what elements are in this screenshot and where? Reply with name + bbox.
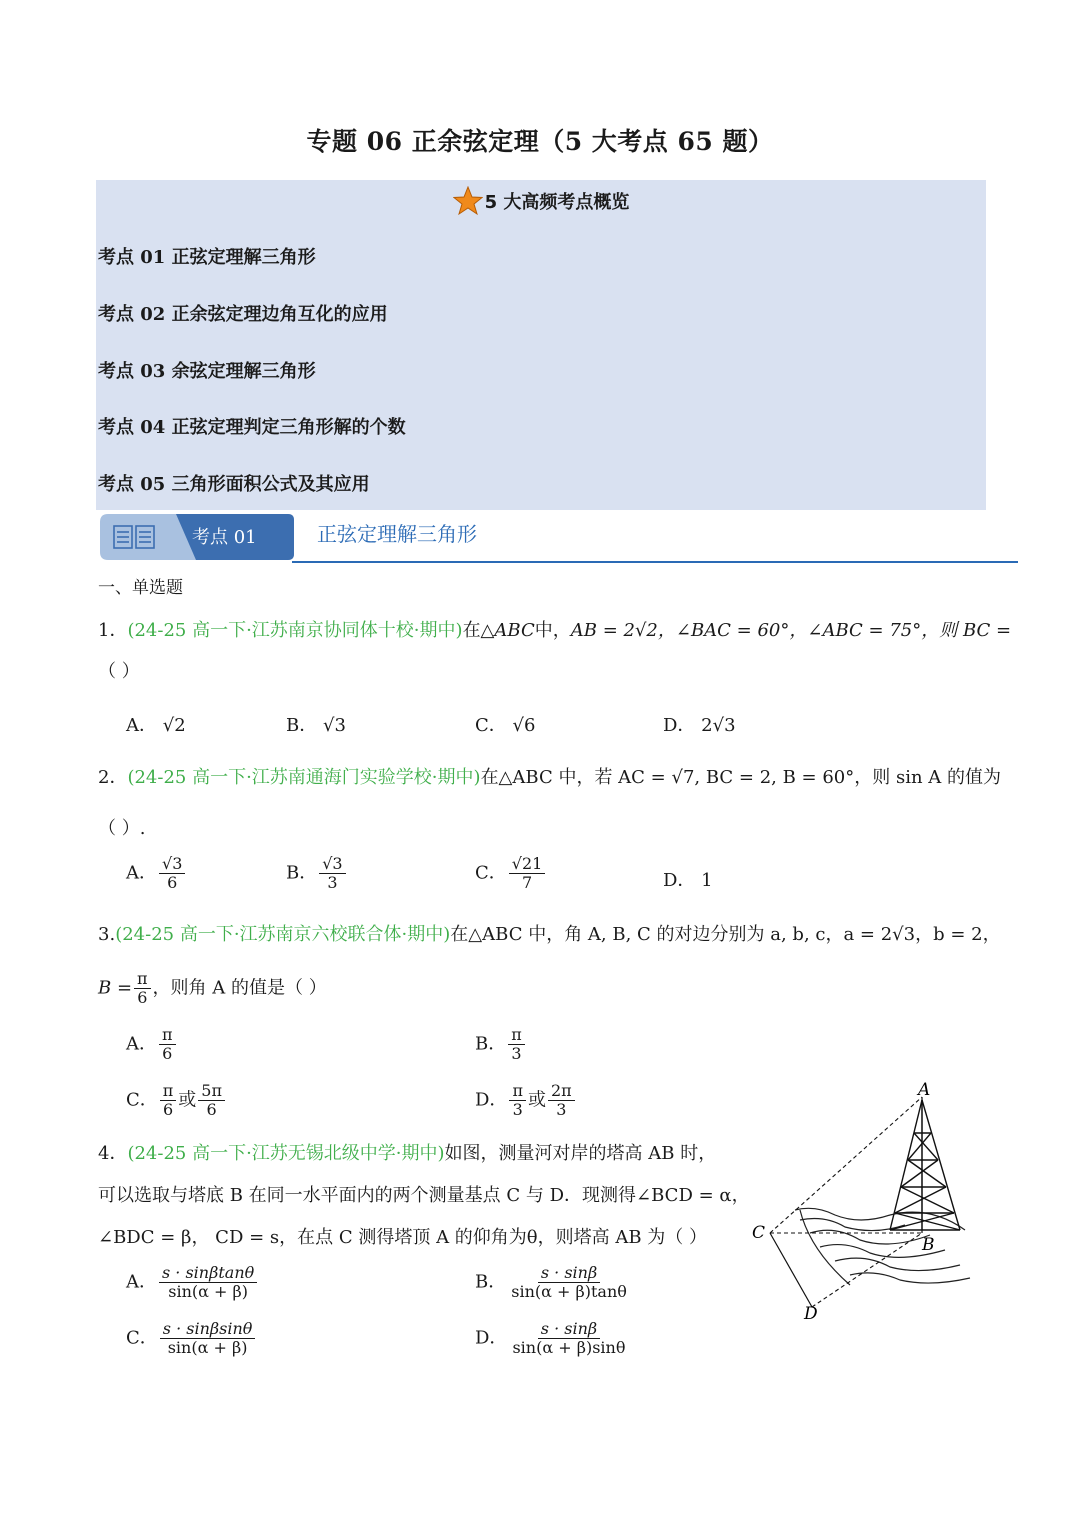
overview-heading-text: 5 大高频考点概览	[484, 192, 630, 213]
tower	[890, 1100, 960, 1230]
section-tag: 考点 01	[192, 527, 257, 548]
option-b[interactable]: B． $\frac{\pi}{3}$	[475, 1026, 527, 1063]
overview-item: 考点 01 正弦定理解三角形	[98, 247, 316, 268]
question-3: 3.(24-25 高一下·江苏南京六校联合体·期中)在△ABC 中，角 A, B, C 的对边分别为 a, b, c，a = 2√3，b = 2，	[98, 924, 1001, 945]
option-a[interactable]: A． √2	[126, 715, 186, 736]
option-a[interactable]: A． $\frac{\pi}{6}$	[126, 1026, 178, 1063]
option-c[interactable]: C． $\frac{s \cdot \sin\beta\sin\theta}{\sin(\alpha + \beta)}$	[126, 1320, 257, 1357]
option-b[interactable]: B． √3	[286, 715, 346, 736]
question-4: 4．(24-25 高一下·江苏无锡北级中学·期中)如图，测量河对岸的塔高 AB 时，	[98, 1143, 717, 1164]
question-source: (24-25 高一下·江苏南京六校联合体·期中)	[115, 924, 451, 945]
question-4-line3: ∠BDC = β， CD = s，在点 C 测得塔顶 A 的仰角为θ，则塔高 AB 为（ ）	[98, 1227, 708, 1248]
option-d[interactable]: D． 1	[663, 870, 713, 891]
overview-item: 考点 04 正弦定理判定三角形解的个数	[98, 417, 406, 438]
overview-item: 考点 05 三角形面积公式及其应用	[98, 474, 370, 495]
option-a[interactable]: A． $\frac{s \cdot \sin\beta\tan\theta}{\sin(\alpha + \beta)}$	[126, 1264, 259, 1301]
option-d[interactable]: D． 2√3	[663, 715, 736, 736]
option-b[interactable]: B． $\frac{√3}{3}$	[286, 855, 348, 892]
overview-heading	[96, 186, 986, 216]
answer-paren: （ ）	[98, 661, 140, 682]
section-divider	[292, 561, 1018, 563]
page-title: 专题 06 正余弦定理（5 大考点 65 题）	[306, 127, 774, 156]
option-d[interactable]: D． $\frac{\pi}{3}$ 或 $\frac{2\pi}{3}$	[475, 1082, 577, 1119]
part-label: 一、单选题	[98, 578, 183, 598]
answer-paren: （ ）.	[98, 818, 146, 839]
overview-item: 考点 03 余弦定理解三角形	[98, 361, 316, 382]
option-c[interactable]: C． √6	[475, 715, 536, 736]
option-b[interactable]: B． $\frac{s \cdot \sin\beta}{\sin(\alpha + \beta)\tan\theta}$	[475, 1263, 627, 1301]
question-1: 1．(24-25 高一下·江苏南京协同体十校·期中)在△ABC中，AB = 2√2，∠BAC = 60°，∠ABC = 75°，则 BC =	[98, 620, 1012, 641]
label-C: C	[752, 1223, 766, 1243]
sight-lines	[770, 1097, 922, 1307]
tower-figure	[740, 1075, 990, 1325]
option-a[interactable]: A． $\frac{√3}{6}$	[126, 855, 187, 892]
section-tag-bar	[98, 512, 294, 566]
option-c[interactable]: C． $\frac{\pi}{6}$ 或 $\frac{5\pi}{6}$	[126, 1082, 227, 1119]
section-title: 正弦定理解三角形	[317, 522, 477, 546]
river-lines	[795, 1208, 970, 1285]
question-3-line2: B = $\frac{\pi}{6}$ ，则角 A 的值是（ ）	[98, 969, 327, 1007]
question-source: (24-25 高一下·江苏南通海门实验学校·期中)	[127, 767, 481, 788]
question-source: (24-25 高一下·江苏无锡北级中学·期中)	[127, 1143, 445, 1164]
question-2: 2．(24-25 高一下·江苏南通海门实验学校·期中)在△ABC 中，若 AC = √7, BC = 2, B = 60°，则 sin A 的值为	[98, 767, 1002, 788]
question-source: (24-25 高一下·江苏南京协同体十校·期中)	[127, 620, 463, 641]
question-4-line2: 可以选取与塔底 B 在同一水平面内的两个测量基点 C 与 D．现测得∠BCD = α，	[98, 1185, 750, 1206]
overview-box	[96, 180, 986, 510]
overview-item: 考点 02 正余弦定理边角互化的应用	[98, 304, 388, 325]
option-d[interactable]: D． $\frac{s \cdot \sin\beta}{\sin(\alpha + \beta)\sin\theta}$	[475, 1319, 626, 1357]
label-B: B	[922, 1235, 935, 1255]
option-c[interactable]: C． $\frac{√21}{7}$	[475, 855, 547, 892]
label-D: D	[804, 1304, 818, 1324]
label-A: A	[918, 1080, 931, 1100]
star-icon	[453, 186, 483, 216]
cd-line	[770, 1233, 812, 1307]
